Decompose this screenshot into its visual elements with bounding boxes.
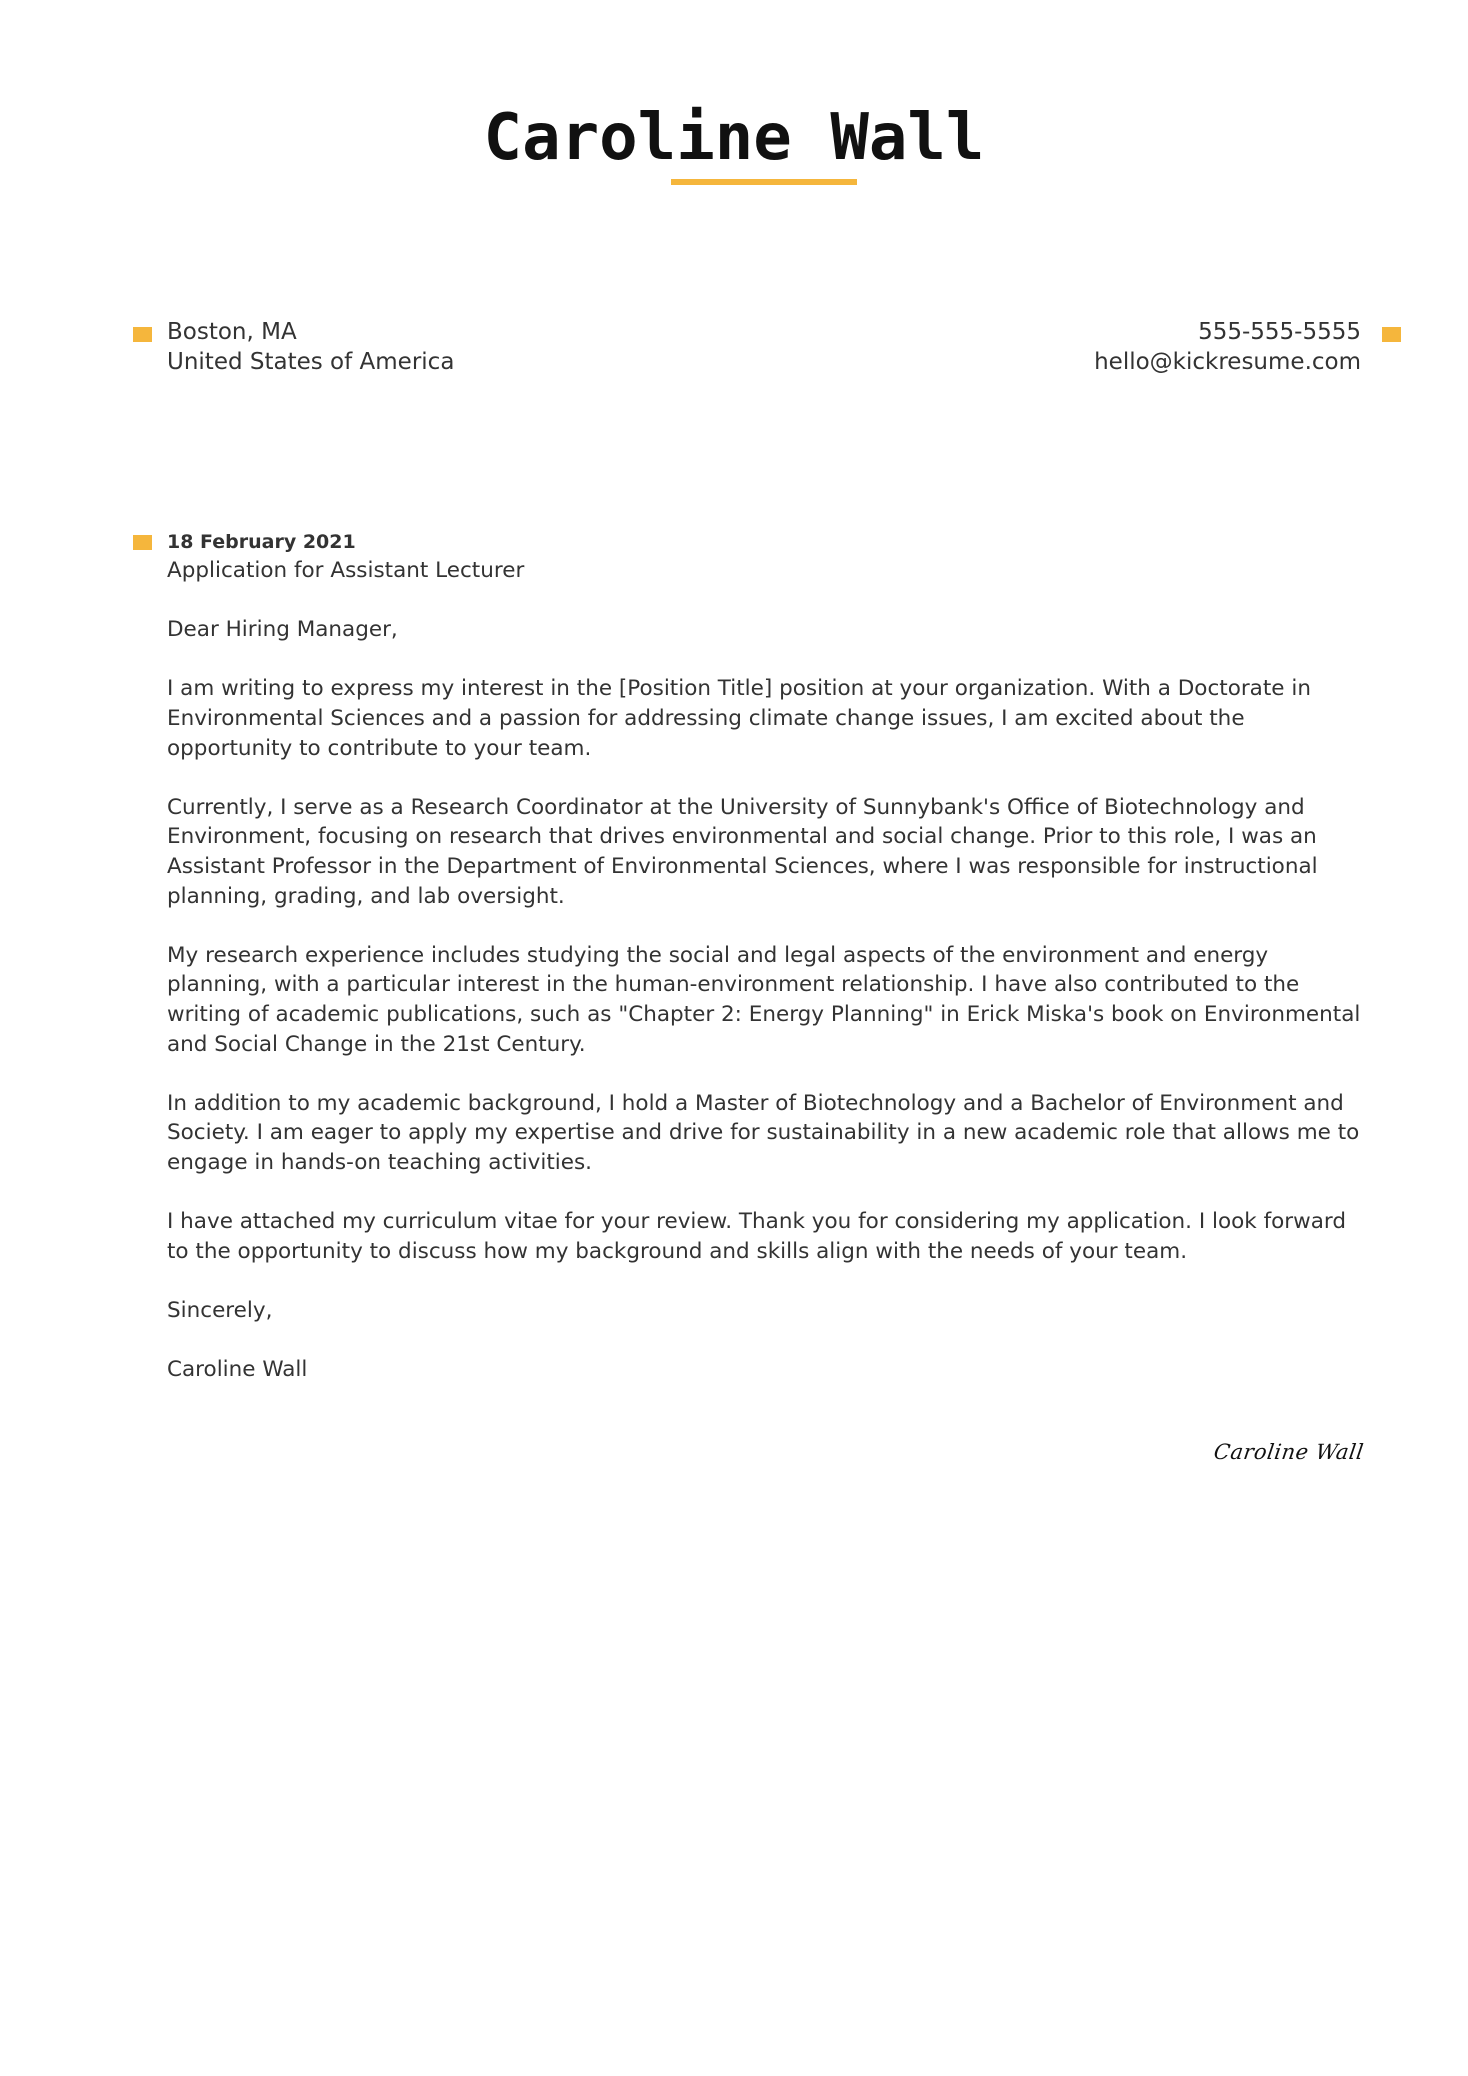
letter-closing: Sincerely,	[167, 1297, 273, 1323]
applicant-name: Caroline Wall	[483, 101, 985, 175]
letter-paragraph: My research experience includes studying the social and legal aspects of the environment and energy planning, with a particular interest in the human-environment relationship. I have also contributed to the writing of academic publications, such as "Chapter 2: Energy Planning" in Erick Miska's book on Environmental and Social Change in the 21st Century.	[167, 942, 1361, 1057]
letter-paragraph: In addition to my academic background, I hold a Master of Biotechnology and a Bachelor of Environment and Society. I am eager to apply my expertise and drive for sustainability in a new academic role that allows me to engage in hands-on teaching activities.	[167, 1090, 1360, 1175]
letter-sender-name: Caroline Wall	[167, 1357, 308, 1383]
contact-block	[1094, 317, 1361, 377]
letter-paragraph: Currently, I serve as a Research Coordinator at the University of Sunnybank's Office of Biotechnology and Environment, focusing on research that drives environmental and social change. Prior to this role, I was an Assistant Professor in the Department of Environmental Sciences, where I was responsible for instructional planning, grading, and lab oversight.	[167, 794, 1318, 909]
letter-date: 18 February 2021	[167, 531, 356, 553]
email-address: hello@kickresume.com	[1094, 349, 1361, 375]
letter-subject: Application for Assistant Lecturer	[167, 558, 525, 583]
name-underline-accent	[671, 179, 857, 185]
letter-paragraph: I am writing to express my interest in the [Position Title] position at your organization. With a Doctorate in Environmental Sciences and a passion for addressing climate change issues, I am excited about the opportunity to contribute to your team.	[167, 676, 1311, 761]
phone-number: 555-555-5555	[1198, 319, 1361, 345]
handwritten-signature: Caroline Wall	[1212, 1440, 1366, 1464]
address-country: United States of America	[167, 349, 455, 375]
address-city: Boston, MA	[167, 319, 297, 345]
letter-body	[167, 528, 1362, 1414]
letter-paragraph: I have attached my curriculum vitae for your review. Thank you for considering my application. I look forward to the opportunity to discuss how my background and skills align with the needs of your team.	[167, 1209, 1347, 1264]
letter-greeting: Dear Hiring Manager,	[167, 617, 398, 643]
contact-marker-icon	[1382, 327, 1401, 342]
date-marker-icon	[133, 535, 152, 550]
address-marker-icon	[133, 327, 152, 342]
address-block	[167, 317, 454, 377]
